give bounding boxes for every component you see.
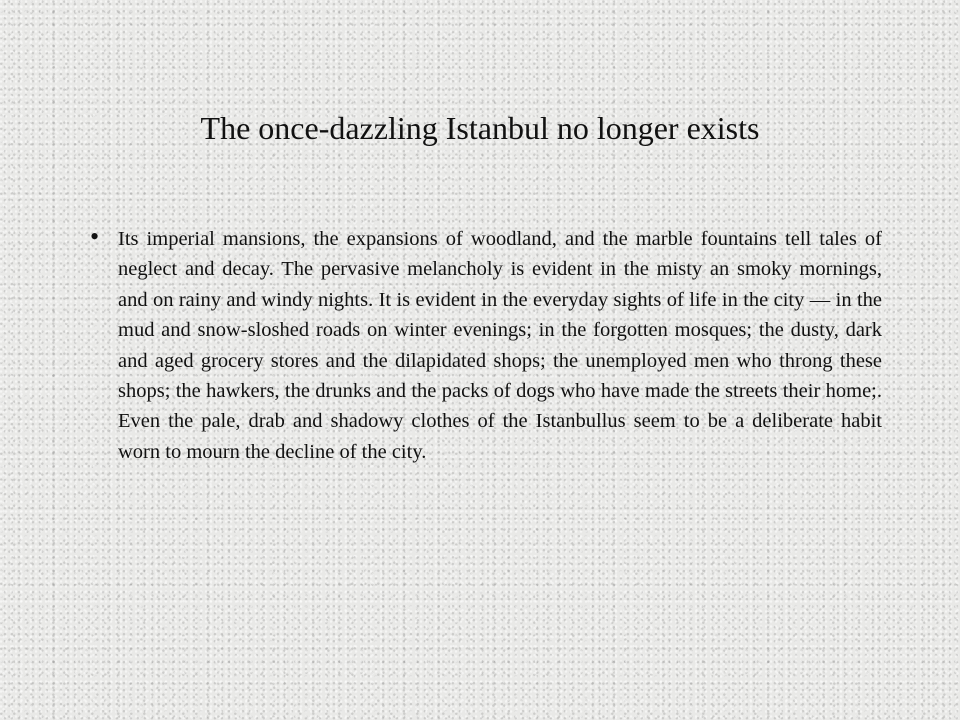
slide-title: The once-dazzling Istanbul no longer exists: [200, 110, 760, 146]
bullet-marker-icon: •: [90, 222, 100, 251]
bullet-list: [84, 222, 882, 467]
bullet-item: [84, 222, 882, 467]
bullet-text: Its imperial mansions, the expansions of woodland, and the marble fountains tell tales of neglect and decay. The pervasive melancholy is evident in the misty an smoky mornings, and on rainy and windy nights. It is evident in the everyday sights of life in the city — in the mud and snow-sloshed roads on winter evenings; in the forgotten mosques; the dusty, dark and aged grocery stores and the dilapidated shops; the unemployed men who throng these shops; the hawkers, the drunks and the packs of dogs who have made the streets their home;. Even the pale, drab and shadowy clothes of the Istanbullus seem to be a deliberate habit worn to mourn the decline of the city.: [118, 228, 882, 463]
